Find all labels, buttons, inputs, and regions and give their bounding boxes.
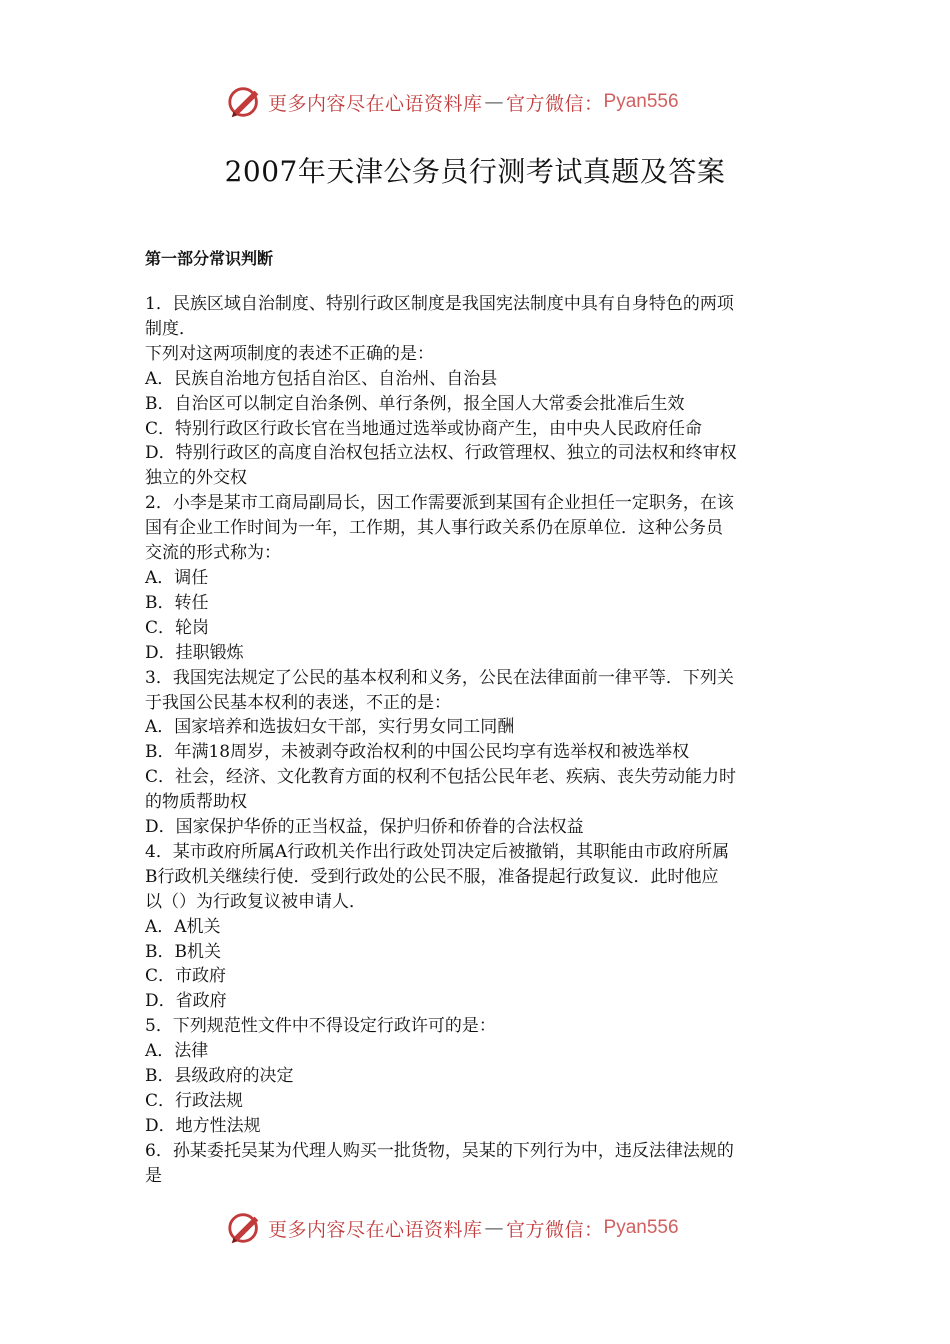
text-line: 4．某市政府所属A行政机关作出行政处罚决定后被撤销，其职能由市政府所属 (145, 841, 730, 862)
banner-separator: — (484, 91, 505, 113)
document-body (145, 292, 810, 1189)
footer-watermark-banner (0, 1208, 950, 1248)
text-line: 的物质帮助权 (145, 792, 247, 813)
text-line: B．B机关 (145, 941, 221, 962)
text-line: A．国家培养和选拔妇女干部，实行男女同工同酬 (145, 717, 515, 738)
text-line: 制度． (145, 318, 196, 339)
text-line: D．特别行政区的高度自治权包括立法权、行政管理权、独立的司法权和终审权 (145, 443, 737, 464)
text-line: C．轮岗 (145, 617, 210, 638)
banner-separator: — (484, 1217, 505, 1239)
text-line: B．转任 (145, 592, 209, 613)
section-title: 第一部分常识判断 (145, 249, 274, 268)
banner-official-label: 官方微信： (506, 92, 604, 115)
text-line: D．地方性法规 (145, 1115, 261, 1136)
text-line: B．县级政府的决定 (145, 1066, 294, 1087)
text-line: C．市政府 (145, 966, 227, 987)
text-line: D．国家保护华侨的正当权益，保护归侨和侨眷的合法权益 (145, 817, 584, 838)
text-line: A．法律 (145, 1041, 209, 1062)
banner-official-label: 官方微信： (506, 1218, 604, 1241)
banner-wechat-id: Pyan556 (603, 91, 679, 112)
banner-wechat-id: Pyan556 (603, 1217, 679, 1238)
text-line: 以（）为行政复议被申请人． (145, 891, 366, 912)
text-line: 1．民族区域自治制度、特别行政区制度是我国宪法制度中具有自身特色的两项 (145, 294, 734, 314)
header-watermark-banner (0, 82, 950, 122)
text-line: 交流的形式称为： (145, 543, 281, 564)
text-line: 下列对这两项制度的表述不正确的是： (145, 343, 434, 364)
text-line: B行政机关继续行使．受到行政处的公民不服，准备提起行政复议．此时他应 (145, 866, 719, 887)
text-line: C．行政法规 (145, 1091, 244, 1111)
text-line: C．社会，经济、文化教育方面的权利不包括公民年老、疾病、丧失劳动能力时 (145, 767, 737, 788)
text-line: B．年满18周岁，未被剥夺政治权利的中国公民均享有选举权和被选举权 (145, 742, 690, 763)
pen-logo-icon (226, 83, 264, 121)
banner-text: 更多内容尽在心语资料库 (268, 1218, 483, 1241)
text-line: 独立的外交权 (145, 468, 247, 489)
text-line: 2．小李是某市工商局副局长，因工作需要派到某国有企业担任一定职务，在该 (145, 493, 734, 514)
banner-text: 更多内容尽在心语资料库 (268, 92, 483, 115)
page-title: 2007年天津公务员行测考试真题及答案 (224, 155, 726, 188)
text-line: A．A机关 (145, 916, 221, 937)
text-line: 于我国公民基本权利的表迷，不正的是： (145, 692, 451, 713)
text-line: B．自治区可以制定自治条例、单行条例，报全国人大常委会批准后生效 (145, 393, 685, 414)
text-line: 国有企业工作时间为一年，工作期，其人事行政关系仍在原单位．这种公务员 (145, 518, 723, 539)
text-line: 5．下列规范性文件中不得设定行政许可的是： (145, 1016, 496, 1037)
text-line: D．挂职锻炼 (145, 642, 244, 663)
text-line: 是 (145, 1165, 162, 1186)
text-line: D．省政府 (145, 991, 227, 1012)
text-line: C．特别行政区行政长官在当地通过选举或协商产生，由中央人民政府任命 (145, 418, 703, 439)
text-line: A．调任 (145, 567, 209, 588)
text-line: A．民族自治地方包括自治区、自治州、自治县 (145, 368, 498, 389)
text-line: 3．我国宪法规定了公民的基本权利和义务，公民在法律面前一律平等．下列关 (145, 667, 734, 688)
pen-logo-icon (226, 1209, 264, 1247)
text-line: 6．孙某委托吴某为代理人购买一批货物，吴某的下列行为中，违反法律法规的 (145, 1140, 734, 1161)
